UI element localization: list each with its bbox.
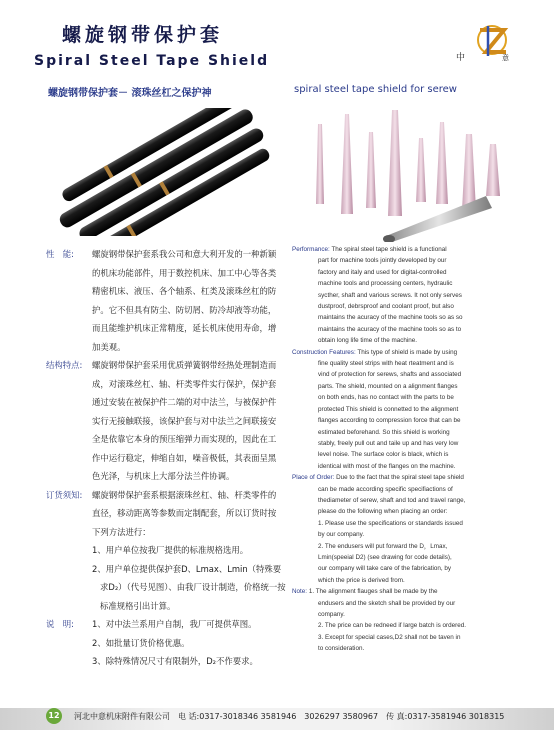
en-lead: 1. The alignment flauges shall be made by the	[308, 588, 438, 596]
cn-section-performance	[0, 245, 282, 356]
en-line: thediameter of serew, shaft and tod and travel range,	[318, 496, 466, 504]
english-description	[292, 244, 504, 655]
product-photo-black-shields	[54, 108, 272, 236]
chinese-description	[0, 245, 286, 671]
cn-order-item: 1、用户单位按我厂提供的标准规格选用。	[92, 545, 249, 555]
cn-label-notes: 说 明:	[46, 619, 74, 629]
en-line: 1. Please use the specifications or standards issued	[318, 519, 463, 527]
cn-note-item: 2、如批量订货价格优惠。	[92, 637, 190, 648]
en-line: stably, freely pull out and taile up and has very low	[318, 439, 459, 447]
en-line: protected This shield is connetted to the alignment	[318, 405, 459, 413]
en-line: fine quality steel strips with heat rteatment and is	[318, 360, 454, 368]
page-number-badge: 12	[46, 708, 62, 724]
en-line: endusers and the sketch shall be provided by our	[318, 599, 456, 607]
cn-order-item: 2、用户单位提供保护套D、Lmax、Lmin（特殊要求D₂）（代号见图）、由我厂设计制造，价格统一按标准规格引出计算。	[92, 563, 286, 611]
en-line: flanges according to compression force that can be	[318, 417, 461, 425]
subtitle-cn: 螺旋钢带保护套－ 滚珠丝杠之保护神	[48, 88, 212, 99]
en-label-order: Place of Order:	[292, 474, 335, 482]
en-label-note: Note:	[292, 588, 308, 596]
page-title-cn: 螺旋钢带保护套	[62, 24, 224, 46]
en-line: machine tools and processing centers, hydraulic	[318, 280, 453, 288]
cn-text-order: 螺旋钢带保护套系根据滚珠丝杠、轴、杆类零件的直径，移动距离等参数而定制配套，所以订货时按下列方法进行：	[92, 489, 277, 537]
en-line: 3. Except for special cases,D2 shall not be taven in	[318, 633, 461, 641]
company-logo	[452, 22, 518, 64]
en-line: sycther, shaft and various screws. It not only serves	[318, 291, 462, 299]
en-line: maintains the acuracy of the machine tools so as so	[318, 314, 463, 322]
en-line: please do the following when placing an order:	[318, 508, 448, 516]
en-line: obtain long life time of the machine.	[318, 337, 418, 345]
en-line: maintains the acuracy of the machine tools so as to	[318, 325, 462, 333]
cn-note-item: 1、对中法兰系用户自制，我厂可提供草图。	[92, 619, 257, 629]
en-line: 2. The price can be redneed if large batch is ordered.	[318, 622, 466, 630]
cn-text-structure: 螺旋钢带保护套采用优质弹簧钢带经热处理制造而成，对滚珠丝杠、轴、杆类零件实行保护，保护套通过安装在被保护件二端的对中法兰，与被保护件实行无接触联接，该保护套与对中法兰之间联接安全是依靠它本身的预压缩弹力而实现的，因此在工作中运行稳定，伸缩自如，噪音极低，其表面呈黑色光泽，与机床上大部分法兰件协调。	[92, 360, 277, 481]
cn-label-order: 订货须知:	[46, 489, 83, 500]
en-line: parts. The shield, mounted on a alignment flanges	[318, 382, 458, 390]
en-lead: This type of shield is made by using	[357, 348, 458, 356]
en-line: our company will take care of the fabrication, by	[318, 565, 452, 573]
cn-section-structure	[0, 356, 282, 486]
page-title-en: Spiral Steel Tape Shield	[34, 53, 270, 69]
en-line: which the price is derived from.	[318, 576, 405, 584]
en-line: company.	[318, 611, 345, 618]
en-line: factory and italy and used for digital-controlled	[318, 268, 447, 276]
en-line: on both ends, has no contact with the parts to be	[318, 394, 454, 402]
en-lead: Due to the fact that the spiral steel tape shield	[336, 474, 464, 482]
en-line: Lmin(speeial D2) (see drawing for code details),	[318, 553, 452, 561]
subtitle-en: spiral steel tape shield for serew	[294, 84, 457, 95]
en-section-construction	[292, 347, 504, 472]
en-line: dustproof, debrsproof and coolant proof, but also	[318, 303, 454, 311]
en-line: part for machine tools jointly developed by our	[318, 257, 447, 265]
cn-note-item: 3、除特殊情况尺寸有限制外，D₂不作要求。	[92, 656, 258, 666]
cn-section-notes	[0, 615, 282, 671]
en-section-note	[292, 586, 504, 654]
svg-text:中: 中	[456, 53, 466, 63]
en-line: identical with most of the flanges on the machine.	[318, 462, 456, 470]
en-line: to consideration.	[318, 645, 365, 653]
svg-text:意: 意	[502, 54, 509, 62]
en-line: can be made according specific specifiactions of	[318, 485, 453, 493]
en-label-performance: Performance:	[292, 246, 330, 253]
cn-label-performance: 性 能:	[46, 249, 74, 259]
product-photo-extended-shields	[286, 104, 526, 242]
en-line: by our company.	[318, 531, 365, 539]
en-line: vind of protection for serews, shafts and associated	[318, 371, 462, 379]
en-section-performance	[292, 244, 504, 347]
en-line: level noise. The surface color is black, which is	[318, 451, 449, 459]
en-line: 2. The endusers will put forward the D，Lmax,	[318, 542, 448, 550]
en-section-order	[292, 472, 504, 586]
en-label-construction: Construction Features:	[292, 348, 356, 356]
cn-section-order	[0, 486, 286, 616]
cn-text-performance: 螺旋钢带保护套系我公司和意大利开发的一种新颖的机床功能部件，用于数控机床、加工中心等各类精密机床、液压、各个轴系、杠类及滚珠丝杠的防护。它不但具有防尘、防切屑、防冷却液等功能，而且能维护机床正常精度，延长机床使用寿命，增加美观。	[92, 249, 277, 352]
cn-label-structure: 结构特点:	[46, 360, 83, 370]
en-lead: The spiral steel tape shield is a functional	[331, 246, 447, 253]
footer-contact: 河北中意机床附件有限公司 电 话:0317-3018346 3581946 3026297 3580967 传 真:0317-3581946 3018315	[74, 712, 505, 721]
en-line: estimated beforehand. So this shield is working	[318, 428, 450, 436]
